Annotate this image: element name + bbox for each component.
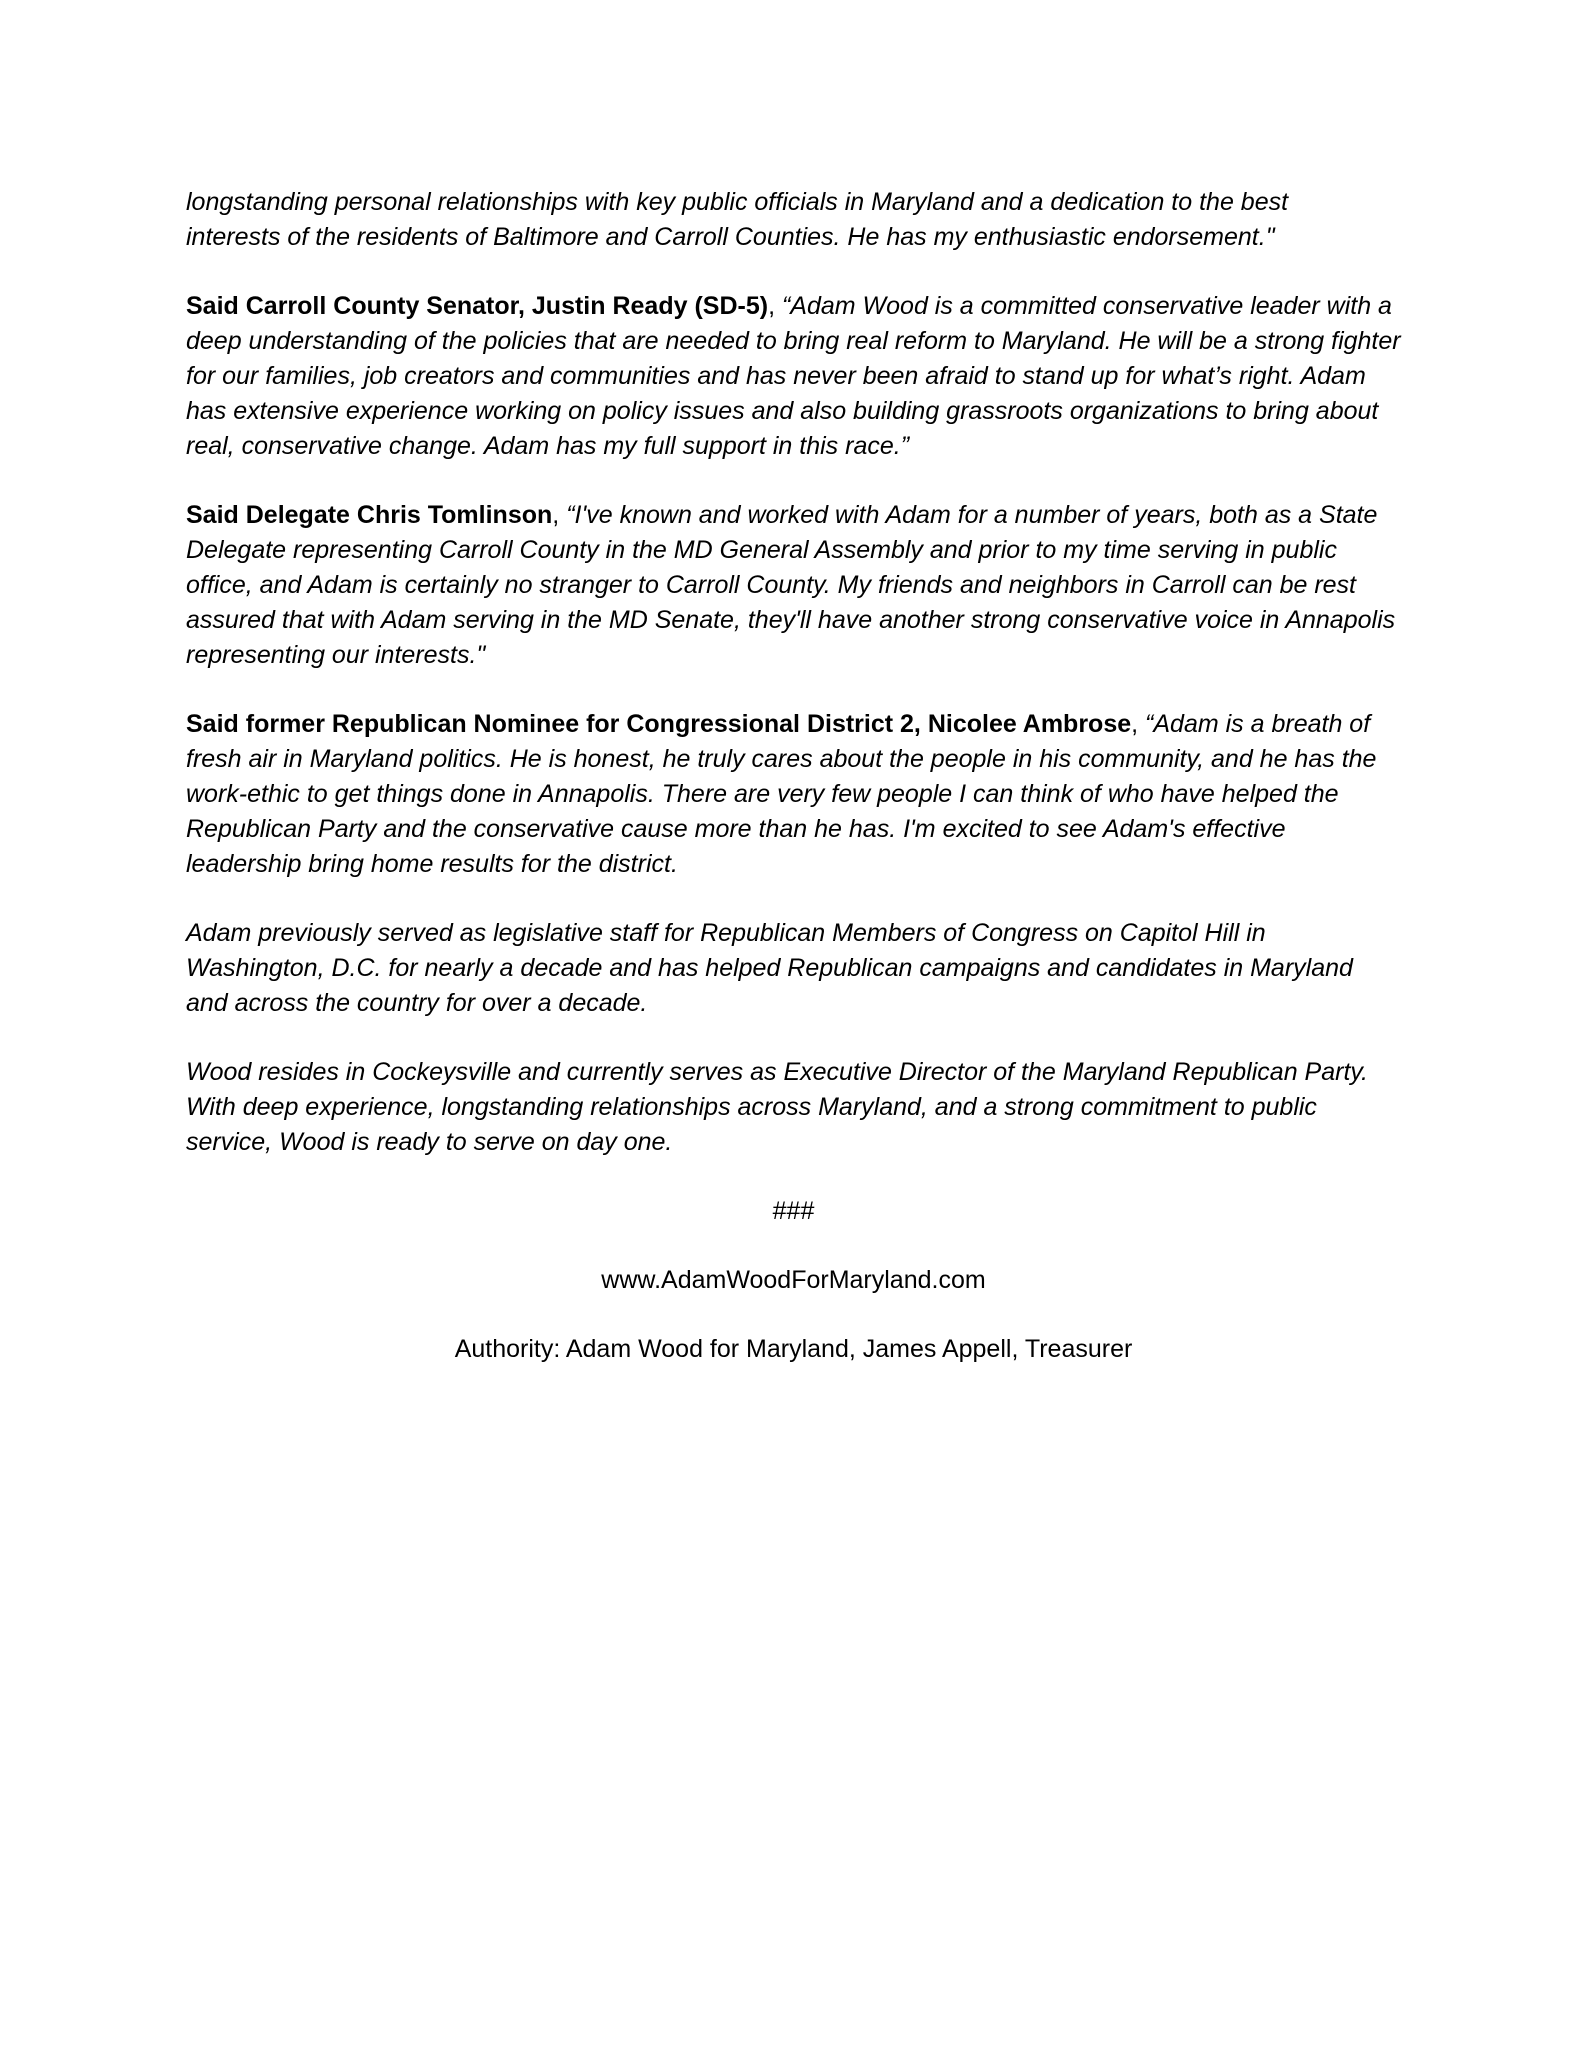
endorsement-text: “I've known and worked with Adam for a number of years, both as a State Delegate representing Carroll County in the MD General Assembly and prior to my time serving in public office, and Adam is certainly no stranger to Carroll County. My friends and neighbors in Carroll can be rest assured that with Adam serving in the MD Senate, they'll have another strong conservative voice in Annapolis representing our interests."	[186, 501, 1396, 669]
endorsement-text: “Adam is a breath of fresh air in Maryland politics. He is honest, he truly cares about the people in his community, and he has the work-ethic to get things done in Annapolis. There are very few people I can think of who have helped the Republican Party and the conservative cause more than he has. I'm excited to see Adam's effective leadership bring home results for the district.	[186, 710, 1377, 878]
authority-line: Authority: Adam Wood for Maryland, James Appell, Treasurer	[454, 1335, 1133, 1363]
opening-line-1: longstanding personal relationships with key public officials in Maryland and a dedication to the best	[186, 188, 1289, 216]
opening-quote-continuation	[186, 185, 1401, 255]
website-link[interactable]: www.AdamWoodForMaryland.com	[601, 1266, 986, 1294]
bio-paragraph-1: Adam previously served as legislative staff for Republican Members of Congress on Capitol Hill in Washington, D.C. for nearly a decade and has helped Republican campaigns and candidates in Maryland and across the country for over a decade.	[186, 919, 1353, 1017]
speaker-separator: ,	[552, 501, 567, 529]
endorsement-ambrose	[186, 707, 1401, 882]
endorsement-text: “Adam Wood is a committed conservative leader with a deep understanding of the policies that are needed to bring real reform to Maryland. He will be a strong fighter for our families, job creators and communities and has never been afraid to stand up for what’s right. Adam has extensive experience working on policy issues and also building grassroots organizations to bring about real, conservative change. Adam has my full support in this race.”	[186, 292, 1401, 460]
bio-paragraph-2: Wood resides in Cockeysville and currently serves as Executive Director of the Maryland Republican Party. With deep experience, longstanding relationships across Maryland, and a strong commitment to public service, Wood is ready to serve on day one.	[186, 1058, 1368, 1156]
speaker-separator: ,	[768, 292, 782, 320]
speaker-separator: ,	[1131, 710, 1146, 738]
document-body	[186, 185, 1401, 1401]
speaker-name: Said Carroll County Senator, Justin Ready (SD-5)	[186, 292, 769, 320]
endorsement-ready	[186, 289, 1401, 464]
opening-line-2: interests of the residents of Baltimore and Carroll Counties. He has my enthusiastic endorsement."	[186, 223, 1275, 251]
end-mark: ###	[772, 1197, 815, 1225]
speaker-name: Said Delegate Chris Tomlinson	[186, 501, 553, 529]
speaker-name: Said former Republican Nominee for Congressional District 2, Nicolee Ambrose	[186, 710, 1132, 738]
endorsement-tomlinson	[186, 498, 1401, 673]
